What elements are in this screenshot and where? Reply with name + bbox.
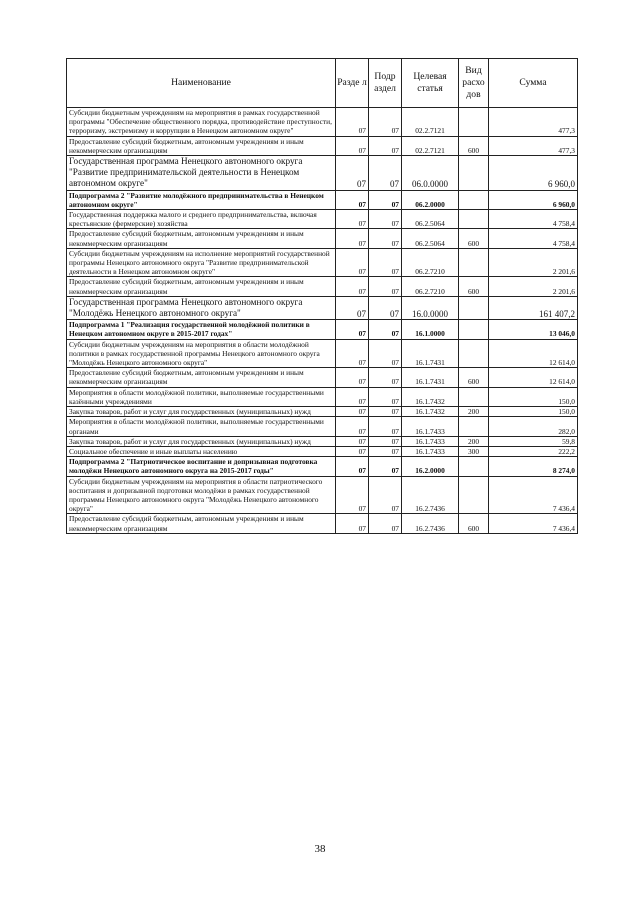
row-podrazdel: 07 — [369, 407, 402, 417]
row-podrazdel: 07 — [369, 156, 402, 191]
budget-table — [66, 58, 578, 534]
row-vid — [459, 417, 489, 436]
row-vid — [459, 210, 489, 229]
table-row — [67, 457, 578, 476]
row-celevaya: 16.1.7431 — [402, 339, 459, 368]
row-name: Субсидии бюджетным учреждениям на исполнение мероприятий государственной программы Ненецкого автономного округа "Развитие предпринимательской деятельности в Ненецком автономном округе" — [67, 248, 336, 277]
table-row — [67, 277, 578, 296]
row-razdel: 07 — [336, 339, 369, 368]
row-podrazdel: 07 — [369, 296, 402, 319]
table-row — [67, 446, 578, 456]
row-name: Закупка товаров, работ и услуг для государственных (муниципальных) нужд — [67, 407, 336, 417]
row-name: Подпрограмма 2 "Патриотическое воспитание и допризывная подготовка молодёжи Ненецкого автономного округа на 2015-2017 годы" — [67, 457, 336, 476]
row-podrazdel: 07 — [369, 190, 402, 209]
row-vid — [459, 387, 489, 406]
row-celevaya: 16.1.7433 — [402, 446, 459, 456]
row-vid: 600 — [459, 277, 489, 296]
row-razdel: 07 — [336, 446, 369, 456]
row-vid — [459, 190, 489, 209]
row-name: Мероприятия в области молодёжной политики, выполняемые государственными казёнными учреждениями — [67, 387, 336, 406]
row-razdel: 07 — [336, 368, 369, 387]
row-podrazdel: 07 — [369, 417, 402, 436]
row-celevaya: 06.2.5064 — [402, 210, 459, 229]
row-razdel: 07 — [336, 296, 369, 319]
row-celevaya: 06.0.0000 — [402, 156, 459, 191]
row-razdel: 07 — [336, 190, 369, 209]
row-celevaya: 16.1.7432 — [402, 407, 459, 417]
row-razdel: 07 — [336, 156, 369, 191]
table-row — [67, 210, 578, 229]
header-vid: Вид расхо дов — [459, 59, 489, 108]
row-vid — [459, 248, 489, 277]
row-celevaya: 06.2.7210 — [402, 277, 459, 296]
row-celevaya: 16.2.7436 — [402, 514, 459, 533]
row-podrazdel: 07 — [369, 368, 402, 387]
row-podrazdel: 07 — [369, 339, 402, 368]
row-vid: 600 — [459, 136, 489, 155]
row-summa: 6 960,0 — [489, 156, 578, 191]
row-summa: 7 436,4 — [489, 514, 578, 533]
row-vid: 200 — [459, 436, 489, 446]
table-body — [67, 108, 578, 534]
row-celevaya: 16.2.7436 — [402, 476, 459, 514]
table-row — [67, 229, 578, 248]
row-podrazdel: 07 — [369, 476, 402, 514]
table-row — [67, 476, 578, 514]
row-razdel: 07 — [336, 248, 369, 277]
header-summa: Сумма — [489, 59, 578, 108]
row-celevaya: 06.2.5064 — [402, 229, 459, 248]
row-summa: 12 614,0 — [489, 368, 578, 387]
table-row — [67, 407, 578, 417]
row-podrazdel: 07 — [369, 229, 402, 248]
row-podrazdel: 07 — [369, 277, 402, 296]
row-summa: 7 436,4 — [489, 476, 578, 514]
row-summa: 161 407,2 — [489, 296, 578, 319]
table-row — [67, 514, 578, 533]
row-name: Предоставление субсидий бюджетным, автономным учреждениям и иным некоммерческим организациям — [67, 277, 336, 296]
row-razdel: 07 — [336, 210, 369, 229]
row-razdel: 07 — [336, 136, 369, 155]
row-celevaya: 02.2.7121 — [402, 136, 459, 155]
row-celevaya: 16.1.7433 — [402, 436, 459, 446]
row-podrazdel: 07 — [369, 387, 402, 406]
row-vid — [459, 476, 489, 514]
row-celevaya: 16.0.0000 — [402, 296, 459, 319]
row-vid: 600 — [459, 514, 489, 533]
page-number: 38 — [314, 843, 326, 855]
row-podrazdel: 07 — [369, 210, 402, 229]
row-podrazdel: 07 — [369, 446, 402, 456]
row-name: Предоставление субсидий бюджетным, автономным учреждениям и иным некоммерческим организациям — [67, 368, 336, 387]
row-podrazdel: 07 — [369, 436, 402, 446]
row-podrazdel: 07 — [369, 108, 402, 137]
table-row — [67, 296, 578, 319]
row-podrazdel: 07 — [369, 320, 402, 339]
row-razdel: 07 — [336, 407, 369, 417]
row-summa: 477,3 — [489, 108, 578, 137]
row-razdel: 07 — [336, 108, 369, 137]
row-summa: 2 201,6 — [489, 277, 578, 296]
row-name: Закупка товаров, работ и услуг для государственных (муниципальных) нужд — [67, 436, 336, 446]
row-summa: 150,0 — [489, 387, 578, 406]
table-row — [67, 339, 578, 368]
table-row — [67, 190, 578, 209]
row-celevaya: 06.2.0000 — [402, 190, 459, 209]
header-name: Наименование — [67, 59, 336, 108]
row-razdel: 07 — [336, 457, 369, 476]
table-row — [67, 387, 578, 406]
row-vid — [459, 320, 489, 339]
row-razdel: 07 — [336, 514, 369, 533]
row-summa: 4 758,4 — [489, 229, 578, 248]
row-razdel: 07 — [336, 436, 369, 446]
table-row — [67, 248, 578, 277]
row-name: Предоставление субсидий бюджетным, автономным учреждениям и иным некоммерческим организациям — [67, 514, 336, 533]
row-name: Социальное обеспечение и иные выплаты населению — [67, 446, 336, 456]
table-row — [67, 108, 578, 137]
row-name: Государственная программа Ненецкого автономного округа "Молодёжь Ненецкого автономного округа" — [67, 296, 336, 319]
row-vid — [459, 108, 489, 137]
row-summa: 2 201,6 — [489, 248, 578, 277]
table-row — [67, 156, 578, 191]
table-row — [67, 436, 578, 446]
row-podrazdel: 07 — [369, 514, 402, 533]
table-row — [67, 368, 578, 387]
row-summa: 477,3 — [489, 136, 578, 155]
row-celevaya: 16.2.0000 — [402, 457, 459, 476]
row-vid — [459, 156, 489, 191]
row-vid — [459, 457, 489, 476]
row-summa: 6 960,0 — [489, 190, 578, 209]
row-celevaya: 16.1.7432 — [402, 387, 459, 406]
row-name: Субсидии бюджетным учреждениям на мероприятия в области патриотического воспитания и допризывной подготовки молодёжи в рамках государственной программы Ненецкого автономного округа "Молодёжь Ненецкого автономного округа" — [67, 476, 336, 514]
row-razdel: 07 — [336, 387, 369, 406]
row-razdel: 07 — [336, 229, 369, 248]
table-row — [67, 417, 578, 436]
row-name: Субсидии бюджетным учреждениям на мероприятия в области молодёжной политики в рамках государственной программы Ненецкого автономного округа "Молодёжь Ненецкого автономного округа" — [67, 339, 336, 368]
row-razdel: 07 — [336, 476, 369, 514]
row-vid: 200 — [459, 407, 489, 417]
row-summa: 150,0 — [489, 407, 578, 417]
row-vid: 600 — [459, 368, 489, 387]
row-summa: 12 614,0 — [489, 339, 578, 368]
header-razdel: Разде л — [336, 59, 369, 108]
row-summa: 282,0 — [489, 417, 578, 436]
row-vid: 300 — [459, 446, 489, 456]
row-podrazdel: 07 — [369, 136, 402, 155]
header-celevaya: Целевая статья — [402, 59, 459, 108]
row-celevaya: 06.2.7210 — [402, 248, 459, 277]
row-vid — [459, 339, 489, 368]
row-celevaya: 02.2.7121 — [402, 108, 459, 137]
row-name: Предоставление субсидий бюджетным, автономным учреждениям и иным некоммерческим организациям — [67, 229, 336, 248]
row-name: Подпрограмма 1 "Реализация государственной молодёжной политики в Ненецком автономном округе в 2015-2017 годах" — [67, 320, 336, 339]
row-celevaya: 16.1.7433 — [402, 417, 459, 436]
row-summa: 8 274,0 — [489, 457, 578, 476]
row-razdel: 07 — [336, 320, 369, 339]
row-name: Государственная программа Ненецкого автономного округа "Развитие предпринимательской деятельности в Ненецком автономном округе" — [67, 156, 336, 191]
row-name: Предоставление субсидий бюджетным, автономным учреждениям и иным некоммерческим организациям — [67, 136, 336, 155]
row-vid — [459, 296, 489, 319]
row-summa: 4 758,4 — [489, 210, 578, 229]
row-celevaya: 16.1.7431 — [402, 368, 459, 387]
row-summa: 59,8 — [489, 436, 578, 446]
row-summa: 13 046,0 — [489, 320, 578, 339]
row-name: Субсидии бюджетным учреждениям на мероприятия в рамках государственной программы "Обеспечение общественного порядка, противодействие преступности, терроризму, экстремизму и коррупции в Ненецком автономном округе" — [67, 108, 336, 137]
header-podrazdel: Подр аздел — [369, 59, 402, 108]
row-razdel: 07 — [336, 277, 369, 296]
table-row — [67, 320, 578, 339]
row-name: Мероприятия в области молодёжной политики, выполняемые государственными органами — [67, 417, 336, 436]
row-summa: 222,2 — [489, 446, 578, 456]
row-vid: 600 — [459, 229, 489, 248]
row-celevaya: 16.1.0000 — [402, 320, 459, 339]
row-name: Подпрограмма 2 "Развитие молодёжного предпринимательства в Ненецком автономном округе" — [67, 190, 336, 209]
table-row — [67, 136, 578, 155]
row-name: Государственная поддержка малого и среднего предпринимательства, включая крестьянские (фермерские) хозяйства — [67, 210, 336, 229]
row-podrazdel: 07 — [369, 457, 402, 476]
row-podrazdel: 07 — [369, 248, 402, 277]
row-razdel: 07 — [336, 417, 369, 436]
table-header-row — [67, 59, 578, 108]
